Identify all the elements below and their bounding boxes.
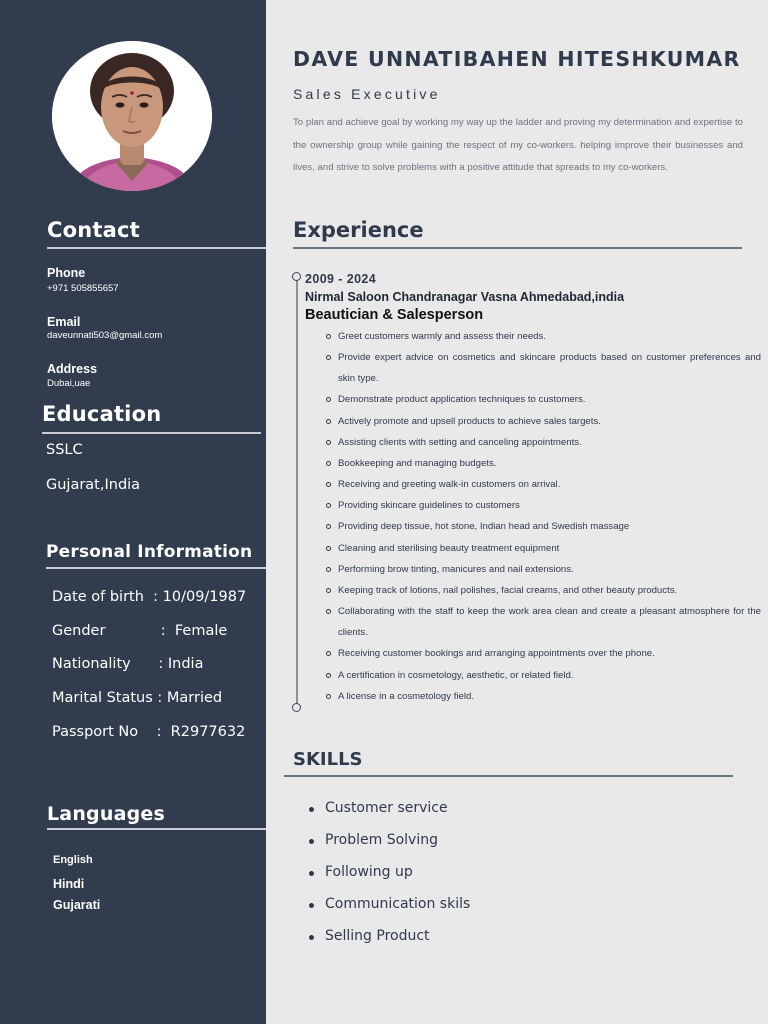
duty-item: Keeping track of lotions, nail polishes, facial creams, and other beauty products. bbox=[320, 580, 761, 601]
skills-heading: SKILLS bbox=[293, 749, 363, 770]
duty-item: Receiving customer bookings and arranging appointments over the phone. bbox=[320, 643, 761, 664]
skill-item: Following up bbox=[305, 864, 470, 896]
experience-years: 2009 - 2024 bbox=[305, 272, 377, 286]
duty-item: Demonstrate product application techniques to customers. bbox=[320, 389, 761, 410]
education-heading: Education bbox=[42, 402, 162, 426]
profile-photo bbox=[52, 41, 212, 191]
duty-item: Performing brow tinting, manicures and nail extensions. bbox=[320, 559, 761, 580]
contact-heading: Contact bbox=[47, 218, 140, 242]
sidebar bbox=[0, 0, 266, 1024]
duty-item: Receiving and greeting walk-in customers on arrival. bbox=[320, 474, 761, 495]
skill-item: Selling Product bbox=[305, 928, 470, 960]
duties-list bbox=[320, 326, 761, 707]
address-label: Address bbox=[47, 362, 98, 376]
email-value: daveunnati503@gmail.com bbox=[47, 330, 163, 341]
email-label: Email bbox=[47, 315, 81, 329]
experience-company: Nirmal Saloon Chandranagar Vasna Ahmedabad,india bbox=[305, 290, 625, 304]
duty-item: Providing skincare guidelines to customers bbox=[320, 495, 761, 516]
skills-list bbox=[305, 800, 470, 960]
timeline-end-dot bbox=[292, 703, 301, 712]
skill-item: Customer service bbox=[305, 800, 470, 832]
language-item: Gujarati bbox=[53, 898, 101, 912]
job-title: Sales Executive bbox=[293, 86, 441, 102]
address-value: Dubai,uae bbox=[47, 378, 91, 389]
duty-item: Provide expert advice on cosmetics and skincare products based on customer preferences and skin type. bbox=[320, 347, 761, 389]
education-divider bbox=[42, 432, 261, 434]
duty-item: Cleaning and sterilising beauty treatment equipment bbox=[320, 538, 761, 559]
avatar-portrait bbox=[52, 41, 212, 191]
experience-divider bbox=[293, 247, 742, 249]
personal-info-row: Gender : Female bbox=[52, 623, 228, 639]
full-name: DAVE UNNATIBAHEN HITESHKUMAR bbox=[293, 47, 741, 71]
personal-info-row: Nationality : India bbox=[52, 656, 204, 672]
skill-item: Problem Solving bbox=[305, 832, 470, 864]
timeline-line bbox=[296, 280, 298, 705]
personal-info-row: Date of birth : 10/09/1987 bbox=[52, 589, 247, 605]
personal-info-heading: Personal Information bbox=[46, 542, 253, 562]
duty-item: A license in a cosmetology field. bbox=[320, 686, 761, 707]
phone-value: +971 505855657 bbox=[47, 283, 119, 294]
duty-item: Providing deep tissue, hot stone, Indian head and Swedish massage bbox=[320, 516, 761, 537]
experience-position: Beautician & Salesperson bbox=[305, 307, 484, 323]
duty-item: A certification in cosmetology, aesthetic, or related field. bbox=[320, 665, 761, 686]
experience-heading: Experience bbox=[293, 218, 424, 242]
languages-divider bbox=[47, 828, 266, 830]
personal-info-row: Marital Status : Married bbox=[52, 690, 223, 706]
phone-label: Phone bbox=[47, 266, 86, 280]
duty-item: Greet customers warmly and assess their needs. bbox=[320, 326, 761, 347]
skill-item: Communication skils bbox=[305, 896, 470, 928]
language-item: Hindi bbox=[53, 877, 85, 891]
duty-item: Collaborating with the staff to keep the work area clean and create a pleasant atmosphere for the clients. bbox=[320, 601, 761, 643]
timeline-start-dot bbox=[292, 272, 301, 281]
personal-info-divider bbox=[46, 567, 266, 569]
education-item: SSLC bbox=[46, 442, 83, 458]
duty-item: Bookkeeping and managing budgets. bbox=[320, 453, 761, 474]
contact-divider bbox=[47, 247, 266, 249]
duty-item: Actively promote and upsell products to achieve sales targets. bbox=[320, 411, 761, 432]
duty-item: Assisting clients with setting and canceling appointments. bbox=[320, 432, 761, 453]
education-item: Gujarat,India bbox=[46, 477, 141, 493]
languages-heading: Languages bbox=[47, 803, 165, 825]
personal-info-row: Passport No : R2977632 bbox=[52, 724, 246, 740]
profile-summary: To plan and achieve goal by working my way up the ladder and proving my determination and expertise to the ownership group while gaining the respect of my co-workers. helping improve their businesses and lives, and strive to solve problems with a positive attitude that spreads to my co-workers. bbox=[293, 117, 743, 174]
language-item: English bbox=[53, 854, 93, 866]
skills-divider bbox=[284, 775, 733, 777]
